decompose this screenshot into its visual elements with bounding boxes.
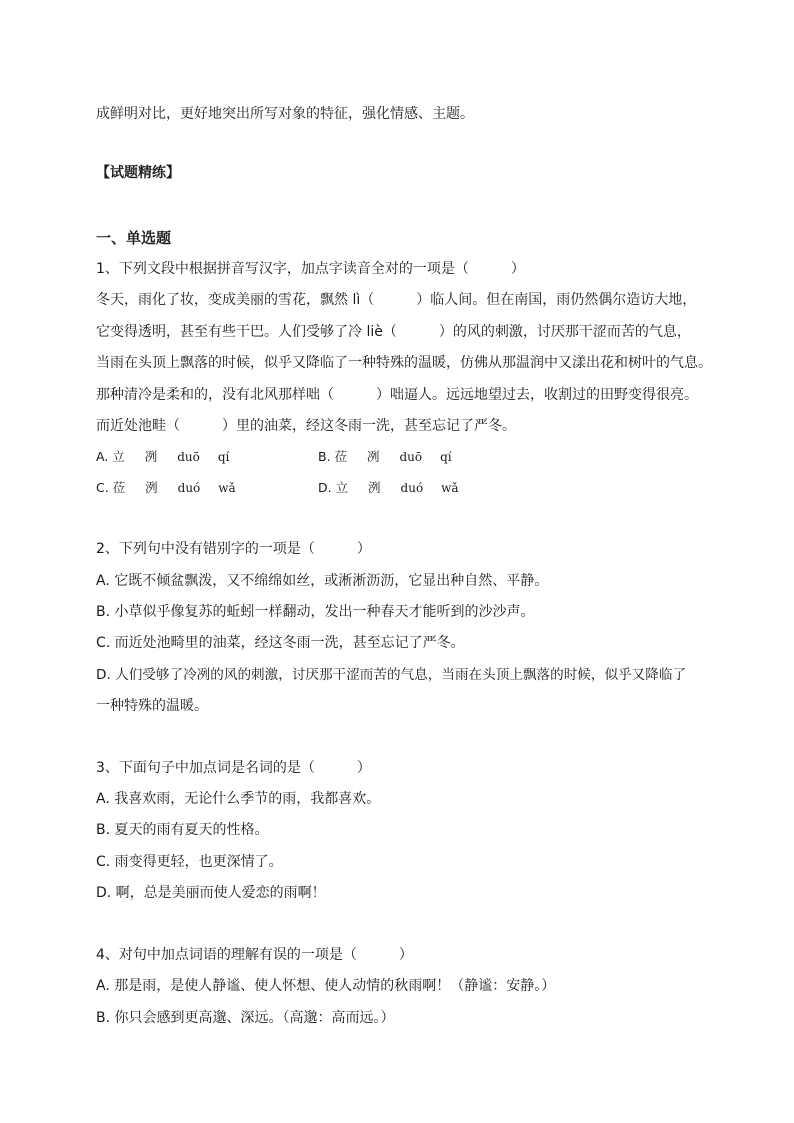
q1-option-b[interactable] — [318, 447, 452, 467]
q1-passage-line: 当雨在头顶上飘落的时候，似乎又降临了一种特殊的温暖，仿佛从那温润中又漾出花和树叶的气息。 — [96, 355, 712, 371]
option-word-2: 冽 — [367, 449, 380, 464]
question-2-stem: 2、下列句中没有错别字的一项是（ ） — [96, 541, 371, 557]
q2-option-a[interactable]: A. 它既不倾盆飘泼，又不绵绵如丝，或淅淅沥沥，它显出种自然、平静。 — [96, 573, 549, 589]
q1-passage-line: 它变得透明，甚至有些干巴。人们受够了冷 liè（ ）的风的刺激，讨厌那干涩而苦的气息， — [96, 324, 691, 340]
question-4-stem: 4、对句中加点词语的理解有误的一项是（ ） — [96, 947, 413, 963]
q1-option-c[interactable] — [96, 478, 236, 498]
q4-option-b[interactable]: B. 你只会感到更高邈、深远。（高邈：高而远。） — [96, 1010, 395, 1026]
practice-heading: 【试题精练】 — [96, 165, 180, 181]
q2-option-c[interactable]: C. 而近处池畸里的油菜，经这冬雨一洗，甚至忘记了严冬。 — [96, 635, 465, 651]
q2-option-b[interactable]: B. 小草似乎像复苏的蚯蚓一样翻动，发出一种春天才能听到的沙沙声。 — [96, 604, 535, 620]
option-word-2: 洌 — [368, 480, 381, 495]
option-word-1: D. 立 — [318, 480, 349, 495]
option-word-2: 冽 — [144, 449, 158, 464]
option-pinyin-2: qí — [217, 450, 230, 464]
q2-option-d-continuation: 一种特殊的温暖。 — [96, 698, 208, 714]
option-word-2: 洌 — [145, 480, 158, 495]
q3-option-c[interactable]: C. 雨变得更轻，也更深情了。 — [96, 854, 283, 870]
option-pinyin-1: duō — [177, 450, 200, 464]
option-word-1: B. 莅 — [318, 449, 348, 464]
question-3-stem: 3、下面句子中加点词是名词的是（ ） — [96, 760, 371, 776]
q1-passage-line: 而近处池畦（ ）里的油菜，经这冬雨一洗，甚至忘记了严冬。 — [96, 418, 516, 434]
question-1-stem: 1、下列文段中根据拼音写汉字，加点字读音全对的一项是（ ） — [96, 261, 525, 277]
option-pinyin-2: qí — [440, 450, 452, 464]
intro-text: 成鲜明对比，更好地突出所写对象的特征，强化情感、主题。 — [96, 106, 474, 122]
option-pinyin-2: wǎ — [441, 481, 459, 495]
option-pinyin-1: duō — [399, 450, 423, 464]
option-pinyin-1: duó — [177, 481, 201, 495]
q2-option-d[interactable]: D. 人们受够了冷冽的风的刺激，讨厌那干涩而苦的气息，当雨在头顶上飘落的时候，似乎又降临了 — [96, 667, 687, 683]
q1-passage-line: 那种清冷是柔和的，没有北风那样咄（ ）咄逼人。远远地望过去，收割过的田野变得很亮。 — [96, 387, 698, 403]
q3-option-d[interactable]: D. 啊，总是美丽而使人爱恋的雨啊！ — [96, 885, 326, 901]
q1-option-d[interactable] — [318, 478, 459, 498]
option-pinyin-1: duó — [400, 481, 424, 495]
option-word-1: A. 立 — [96, 449, 125, 464]
q1-option-a[interactable] — [96, 447, 229, 467]
option-pinyin-2: wǎ — [218, 481, 236, 495]
option-word-1: C. 莅 — [96, 480, 126, 495]
q4-option-a[interactable]: A. 那是雨，是使人静谧、使人怀想、使人动情的秋雨啊！（静谧：安静。） — [96, 978, 556, 994]
section-heading: 一、单选题 — [96, 229, 172, 247]
q3-option-a[interactable]: A. 我喜欢雨，无论什么季节的雨，我都喜欢。 — [96, 791, 381, 807]
q1-passage-line: 冬天，雨化了妆，变成美丽的雪花，飘然 lì（ ）临人间。但在南国，雨仍然偶尔造访大地， — [96, 292, 697, 308]
q3-option-b[interactable]: B. 夏天的雨有夏天的性格。 — [96, 822, 269, 838]
